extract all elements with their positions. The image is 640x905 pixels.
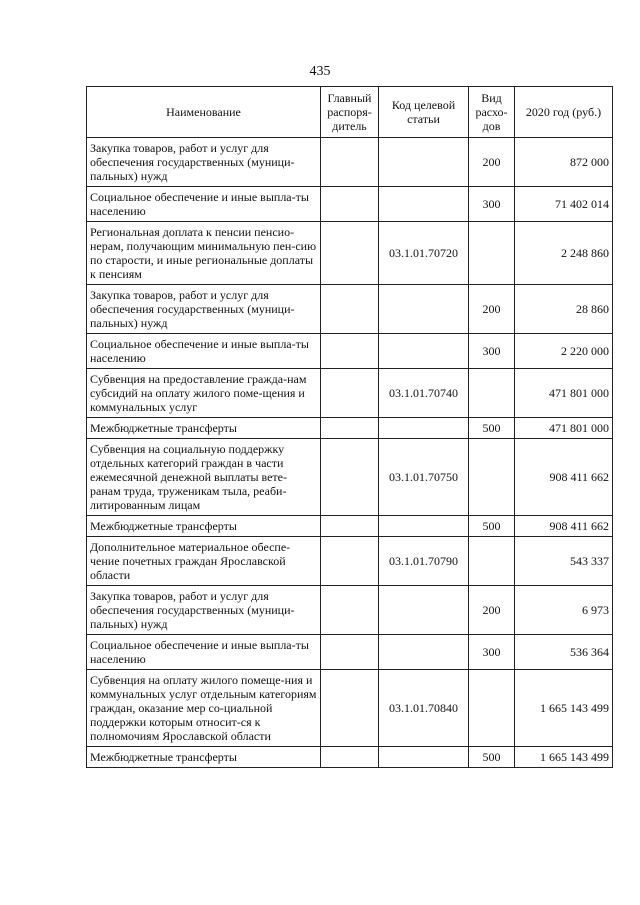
row-expense-type-cell: 300 [469,334,515,369]
budget-table [86,86,613,768]
row-amount-cell: 2 248 860 [515,222,613,285]
table-row [87,516,613,537]
header-target-code: Код целевой статьи [379,87,469,138]
row-target-code-cell [379,334,469,369]
row-main-manager-cell [321,418,379,439]
row-expense-type-cell: 200 [469,586,515,635]
table-row [87,222,613,285]
table-row [87,586,613,635]
row-expense-type-cell [469,670,515,747]
row-amount-cell: 6 973 [515,586,613,635]
row-main-manager-cell [321,285,379,334]
row-name-cell: Социальное обеспечение и иные выпла-ты населению [87,187,321,222]
row-name-cell: Закупка товаров, работ и услуг для обеспечения государственных (муници-пальных) нужд [87,586,321,635]
row-expense-type-cell [469,537,515,586]
table-row [87,285,613,334]
row-target-code-cell [379,516,469,537]
table-row [87,439,613,516]
row-name-cell: Региональная доплата к пенсии пенсио-нерам, получающим минимальную пен-сию по старости, и иные региональные доплаты к пенсиям [87,222,321,285]
header-main-manager: Главный распоря-дитель [321,87,379,138]
row-amount-cell: 1 665 143 499 [515,747,613,768]
header-amount-2020: 2020 год (руб.) [515,87,613,138]
row-target-code-cell [379,138,469,187]
row-target-code-cell [379,187,469,222]
row-amount-cell: 471 801 000 [515,369,613,418]
row-expense-type-cell: 300 [469,187,515,222]
row-main-manager-cell [321,635,379,670]
row-main-manager-cell [321,187,379,222]
page-number: 435 [309,64,331,79]
row-expense-type-cell: 200 [469,138,515,187]
row-name-cell: Социальное обеспечение и иные выпла-ты населению [87,635,321,670]
row-main-manager-cell [321,222,379,285]
header-expense-type: Вид расхо-дов [469,87,515,138]
table-row [87,537,613,586]
row-amount-cell: 1 665 143 499 [515,670,613,747]
row-target-code-cell [379,635,469,670]
row-expense-type-cell: 500 [469,516,515,537]
row-main-manager-cell [321,537,379,586]
row-target-code-cell [379,586,469,635]
row-name-cell: Межбюджетные трансферты [87,516,321,537]
row-expense-type-cell [469,222,515,285]
row-target-code-cell: 03.1.01.70740 [379,369,469,418]
row-target-code-cell: 03.1.01.70790 [379,537,469,586]
row-target-code-cell: 03.1.01.70840 [379,670,469,747]
table-row [87,138,613,187]
row-amount-cell: 908 411 662 [515,439,613,516]
row-amount-cell: 543 337 [515,537,613,586]
row-expense-type-cell: 200 [469,285,515,334]
row-main-manager-cell [321,516,379,537]
row-name-cell: Социальное обеспечение и иные выпла-ты населению [87,334,321,369]
row-name-cell: Субвенция на предоставление гражда-нам субсидий на оплату жилого поме-щения и коммунальных услуг [87,369,321,418]
row-target-code-cell [379,418,469,439]
row-expense-type-cell: 500 [469,747,515,768]
row-name-cell: Дополнительное материальное обеспе-чение почетных граждан Ярославской области [87,537,321,586]
row-target-code-cell: 03.1.01.70750 [379,439,469,516]
row-amount-cell: 471 801 000 [515,418,613,439]
row-main-manager-cell [321,586,379,635]
row-amount-cell: 2 220 000 [515,334,613,369]
row-main-manager-cell [321,369,379,418]
header-name: Наименование [87,87,321,138]
row-expense-type-cell [469,439,515,516]
row-name-cell: Закупка товаров, работ и услуг для обеспечения государственных (муници-пальных) нужд [87,138,321,187]
row-target-code-cell [379,285,469,334]
row-expense-type-cell: 500 [469,418,515,439]
row-name-cell: Субвенция на оплату жилого помеще-ния и коммунальных услуг отдельным категориям граждан, оказание мер со-циальной поддержки которым относит-ся к полномочиям Ярославской области [87,670,321,747]
row-expense-type-cell [469,369,515,418]
table-row [87,747,613,768]
table-row [87,369,613,418]
table-row [87,187,613,222]
row-main-manager-cell [321,747,379,768]
row-target-code-cell: 03.1.01.70720 [379,222,469,285]
table-row [87,635,613,670]
row-name-cell: Межбюджетные трансферты [87,747,321,768]
table-header-row [87,87,613,138]
row-amount-cell: 908 411 662 [515,516,613,537]
row-main-manager-cell [321,334,379,369]
row-amount-cell: 28 860 [515,285,613,334]
row-amount-cell: 536 364 [515,635,613,670]
row-target-code-cell [379,747,469,768]
table-body [87,138,613,768]
row-amount-cell: 872 000 [515,138,613,187]
row-main-manager-cell [321,138,379,187]
row-main-manager-cell [321,670,379,747]
table-row [87,418,613,439]
table-row [87,670,613,747]
row-amount-cell: 71 402 014 [515,187,613,222]
row-name-cell: Закупка товаров, работ и услуг для обеспечения государственных (муници-пальных) нужд [87,285,321,334]
row-expense-type-cell: 300 [469,635,515,670]
row-main-manager-cell [321,439,379,516]
table-row [87,334,613,369]
row-name-cell: Межбюджетные трансферты [87,418,321,439]
row-name-cell: Субвенция на социальную поддержку отдельных категорий граждан в части ежемесячной денежной выплаты вете-ранам труда, труженикам тыла, реаби-литированным лицам [87,439,321,516]
